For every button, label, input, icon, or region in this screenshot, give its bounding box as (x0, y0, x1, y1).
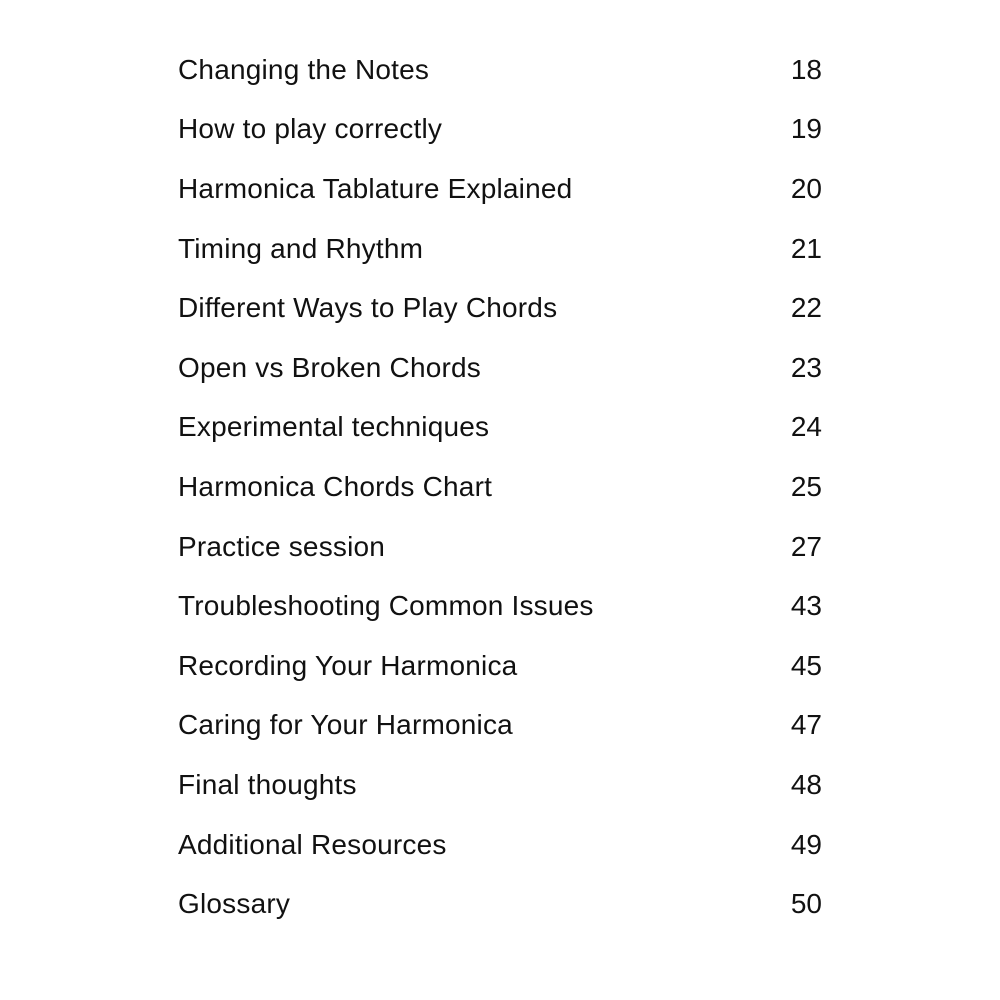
toc-row (178, 755, 822, 815)
toc-entry-title: Troubleshooting Common Issues (178, 590, 594, 622)
toc-entry-title: Harmonica Chords Chart (178, 470, 493, 502)
toc-entry-page-number: 50 (790, 888, 822, 920)
toc-row (178, 100, 822, 160)
toc-row (178, 338, 822, 398)
toc-row (178, 874, 822, 934)
toc-entry-title: Timing and Rhythm (178, 232, 424, 264)
toc-entry-title: Changing the Notes (178, 53, 430, 85)
toc-entry-page-number: 21 (790, 232, 822, 264)
toc-row (178, 815, 822, 875)
toc-row (178, 696, 822, 756)
table-of-contents (178, 40, 822, 934)
toc-entry-title: Additional Resources (178, 828, 447, 860)
toc-entry-page-number: 19 (790, 113, 822, 145)
toc-entry-title: Caring for Your Harmonica (178, 709, 513, 741)
toc-row (178, 398, 822, 458)
toc-entry-page-number: 20 (790, 172, 822, 204)
toc-entry-page-number: 45 (790, 649, 822, 681)
toc-entry-title: Open vs Broken Chords (178, 351, 482, 383)
toc-row (178, 576, 822, 636)
toc-entry-title: Different Ways to Play Chords (178, 292, 558, 324)
toc-entry-page-number: 22 (790, 292, 822, 324)
toc-entry-title: Recording Your Harmonica (178, 649, 518, 681)
toc-entry-page-number: 49 (790, 828, 822, 860)
toc-row (178, 40, 822, 100)
toc-entry-page-number: 18 (790, 53, 822, 85)
toc-entry-page-number: 27 (790, 530, 822, 562)
toc-entry-title: Final thoughts (178, 768, 357, 800)
toc-entry-page-number: 47 (790, 709, 822, 741)
toc-row (178, 636, 822, 696)
toc-entry-title: Experimental techniques (178, 411, 490, 443)
toc-row (178, 457, 822, 517)
toc-entry-title: Glossary (178, 888, 291, 920)
toc-row (178, 219, 822, 279)
toc-entry-page-number: 43 (790, 590, 822, 622)
toc-entry-page-number: 23 (790, 351, 822, 383)
toc-entry-page-number: 24 (790, 411, 822, 443)
toc-entry-page-number: 48 (790, 768, 822, 800)
toc-row (178, 517, 822, 577)
toc-entry-page-number: 25 (790, 470, 822, 502)
toc-row (178, 159, 822, 219)
toc-entry-title: Practice session (178, 530, 386, 562)
toc-entry-title: Harmonica Tablature Explained (178, 172, 573, 204)
toc-entry-title: How to play correctly (178, 113, 443, 145)
toc-row (178, 278, 822, 338)
